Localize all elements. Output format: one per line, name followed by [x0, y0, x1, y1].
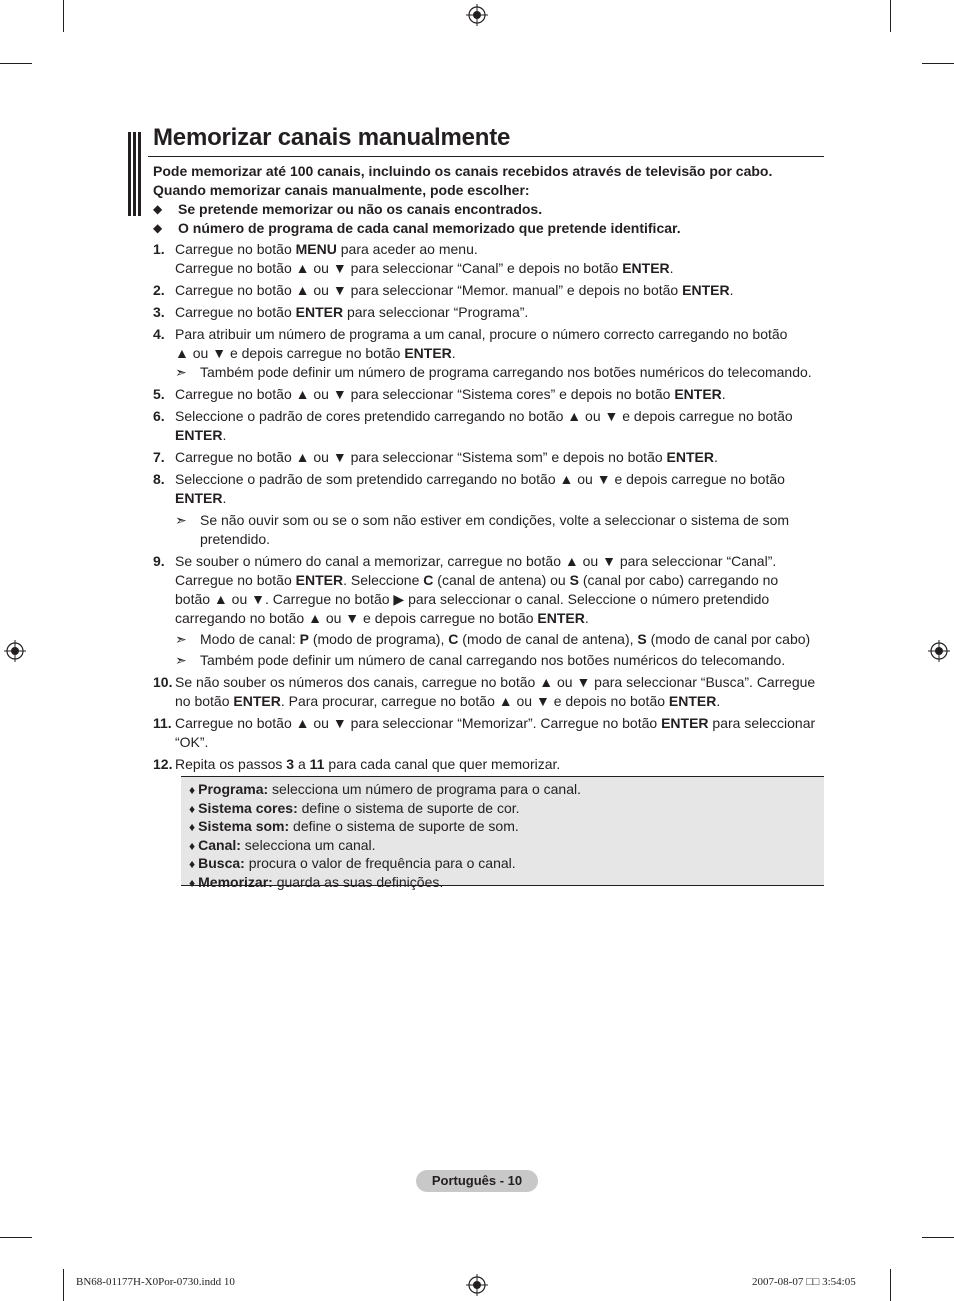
step-number: 1.: [153, 241, 165, 257]
crop-mark: [0, 1237, 32, 1238]
step-number: 3.: [153, 304, 165, 320]
step-number: 5.: [153, 386, 165, 402]
step-item: 4. Para atribuir um número de programa a um canal, procure o número correcto carregando no botão ▲ ou ▼ e depois carregue no botão ENTER. ➣ Também pode definir um número de programa carregando nos botões numéricos do telecomando.: [153, 325, 829, 382]
step-item: 8. Seleccione o padrão de som pretendido carregando no botão ▲ ou ▼ e depois carregue no botão ENTER. ➣ Se não ouvir som ou se o som não estiver em condições, volte a seleccionar o sistema de som pretendido.: [153, 470, 829, 549]
crop-mark: [922, 63, 954, 64]
step-item: 1. Carregue no botão MENU para aceder ao menu. Carregue no botão ▲ ou ▼ para seleccionar “Canal” e depois no botão ENTER.: [153, 241, 674, 276]
registration-mark-icon: [466, 4, 488, 26]
step-number: 11.: [153, 715, 172, 731]
intro-line: Pode memorizar até 100 canais, incluindo os canais recebidos através de televisão por cabo.: [153, 163, 773, 179]
crop-mark: [890, 1269, 891, 1301]
title-accent-bars: [128, 132, 142, 216]
note-arrow-icon: ➣: [175, 652, 187, 668]
step-item: 3. Carregue no botão ENTER para seleccionar “Programa”.: [153, 304, 529, 320]
step-item: 6. Seleccione o padrão de cores pretendido carregando no botão ▲ ou ▼ e depois carregue no botão ENTER.: [153, 408, 793, 443]
step-note: ➣ Modo de canal: P (modo de programa), C (modo de canal de antena), S (modo de canal por cabo): [175, 631, 811, 647]
summary-item: ♦ Sistema cores: define o sistema de suporte de cor.: [189, 799, 520, 816]
intro-section: [153, 162, 772, 238]
step-item: 7. Carregue no botão ▲ ou ▼ para seleccionar “Sistema som” e depois no botão ENTER.: [153, 449, 718, 465]
diamond-bullet-icon: ◆: [153, 221, 163, 235]
step-number: 2.: [153, 282, 165, 298]
step-list: [153, 240, 829, 777]
summary-box: [181, 776, 824, 890]
step-number: 8.: [153, 471, 165, 487]
title-underline: [148, 156, 824, 157]
note-arrow-icon: ➣: [175, 512, 187, 528]
crop-mark: [63, 1269, 64, 1301]
diamond-bullet-icon: ♦: [189, 801, 196, 816]
page-title: Memorizar canais manualmente: [153, 124, 511, 151]
summary-item: ♦ Sistema som: define o sistema de suporte de som.: [189, 818, 519, 834]
diamond-bullet-icon: ♦: [189, 820, 196, 834]
crop-mark: [890, 0, 891, 32]
intro-line: Quando memorizar canais manualmente, pode escolher:: [153, 182, 530, 198]
page-number-badge: Português - 10: [416, 1170, 538, 1192]
step-number: 12.: [153, 756, 173, 772]
step-note: ➣ Se não ouvir som ou se o som não estiver em condições, volte a seleccionar o sistema de som pretendido.: [175, 512, 790, 547]
registration-mark-icon: [928, 640, 950, 662]
summary-item: ♦ Canal: selecciona um canal.: [189, 836, 376, 853]
note-arrow-icon: ➣: [175, 364, 187, 380]
diamond-bullet-icon: ♦: [189, 838, 196, 853]
registration-mark-icon: [466, 1274, 488, 1296]
summary-item: ♦ Programa: selecciona um número de programa para o canal.: [189, 781, 581, 797]
step-note: ➣ Também pode definir um número de programa carregando nos botões numéricos do telecomando.: [175, 364, 812, 380]
note-arrow-icon: ➣: [175, 631, 187, 647]
step-number: 7.: [153, 449, 165, 465]
crop-mark: [0, 63, 32, 64]
step-item: 2. Carregue no botão ▲ ou ▼ para seleccionar “Memor. manual” e depois no botão ENTER.: [153, 282, 734, 298]
registration-mark-icon: [4, 640, 26, 662]
summary-item: ♦ Busca: procura o valor de frequência para o canal.: [189, 855, 516, 871]
step-item: 5. Carregue no botão ▲ ou ▼ para seleccionar “Sistema cores” e depois no botão ENTER.: [153, 386, 726, 402]
print-slug-right: 2007-08-07 □□ 3:54:05: [752, 1276, 856, 1288]
crop-mark: [63, 0, 64, 32]
print-slug-left: BN68-01177H-X0Por-0730.indd 10: [76, 1276, 235, 1288]
diamond-bullet-icon: ♦: [189, 857, 196, 871]
crop-mark: [922, 1237, 954, 1238]
diamond-bullet-icon: ♦: [189, 783, 196, 797]
intro-bullet: ◆ O número de programa de cada canal memorizado que pretende identificar.: [153, 220, 681, 236]
step-number: 9.: [153, 553, 165, 569]
step-number: 4.: [153, 326, 165, 342]
step-item: 12. Repita os passos 3 a 11 para cada canal que quer memorizar.: [153, 756, 561, 772]
intro-bullet: ◆ Se pretende memorizar ou não os canais encontrados.: [153, 201, 543, 217]
step-note: ➣ Também pode definir um número de canal carregando nos botões numéricos do telecomando.: [175, 652, 786, 668]
step-number: 6.: [153, 408, 165, 424]
step-item: 11. Carregue no botão ▲ ou ▼ para seleccionar “Memorizar”. Carregue no botão ENTER para seleccionar “OK”.: [153, 715, 816, 750]
summary-item: ♦ Memorizar: guarda as suas definições.: [189, 873, 444, 890]
step-number: 10.: [153, 674, 173, 690]
step-item: 9. Se souber o número do canal a memorizar, carregue no botão ▲ ou ▼ para seleccionar “Canal”. Carregue no botão ENTER. Seleccione C (canal de antena) ou S (canal por cabo) carregando no botão ▲ ou ▼. Carregue no botão ▶ para seleccionar o canal. Seleccione o número pretendido carregando no botão ▲ ou ▼ e depois carregue no botão ENTER. ➣ Modo de canal: P (modo de programa), C (modo de canal de antena), S (modo de canal por cabo) ➣ Também pode definir um número de canal carregando nos botões numéricos do telecomando.: [153, 552, 829, 670]
diamond-bullet-icon: ◆: [153, 202, 163, 216]
diamond-bullet-icon: ♦: [189, 875, 196, 890]
step-item: 10. Se não souber os números dos canais, carregue no botão ▲ ou ▼ para seleccionar “Busca”. Carregue no botão ENTER. Para procurar, carregue no botão ▲ ou ▼ e depois no botão ENTER.: [153, 674, 816, 709]
